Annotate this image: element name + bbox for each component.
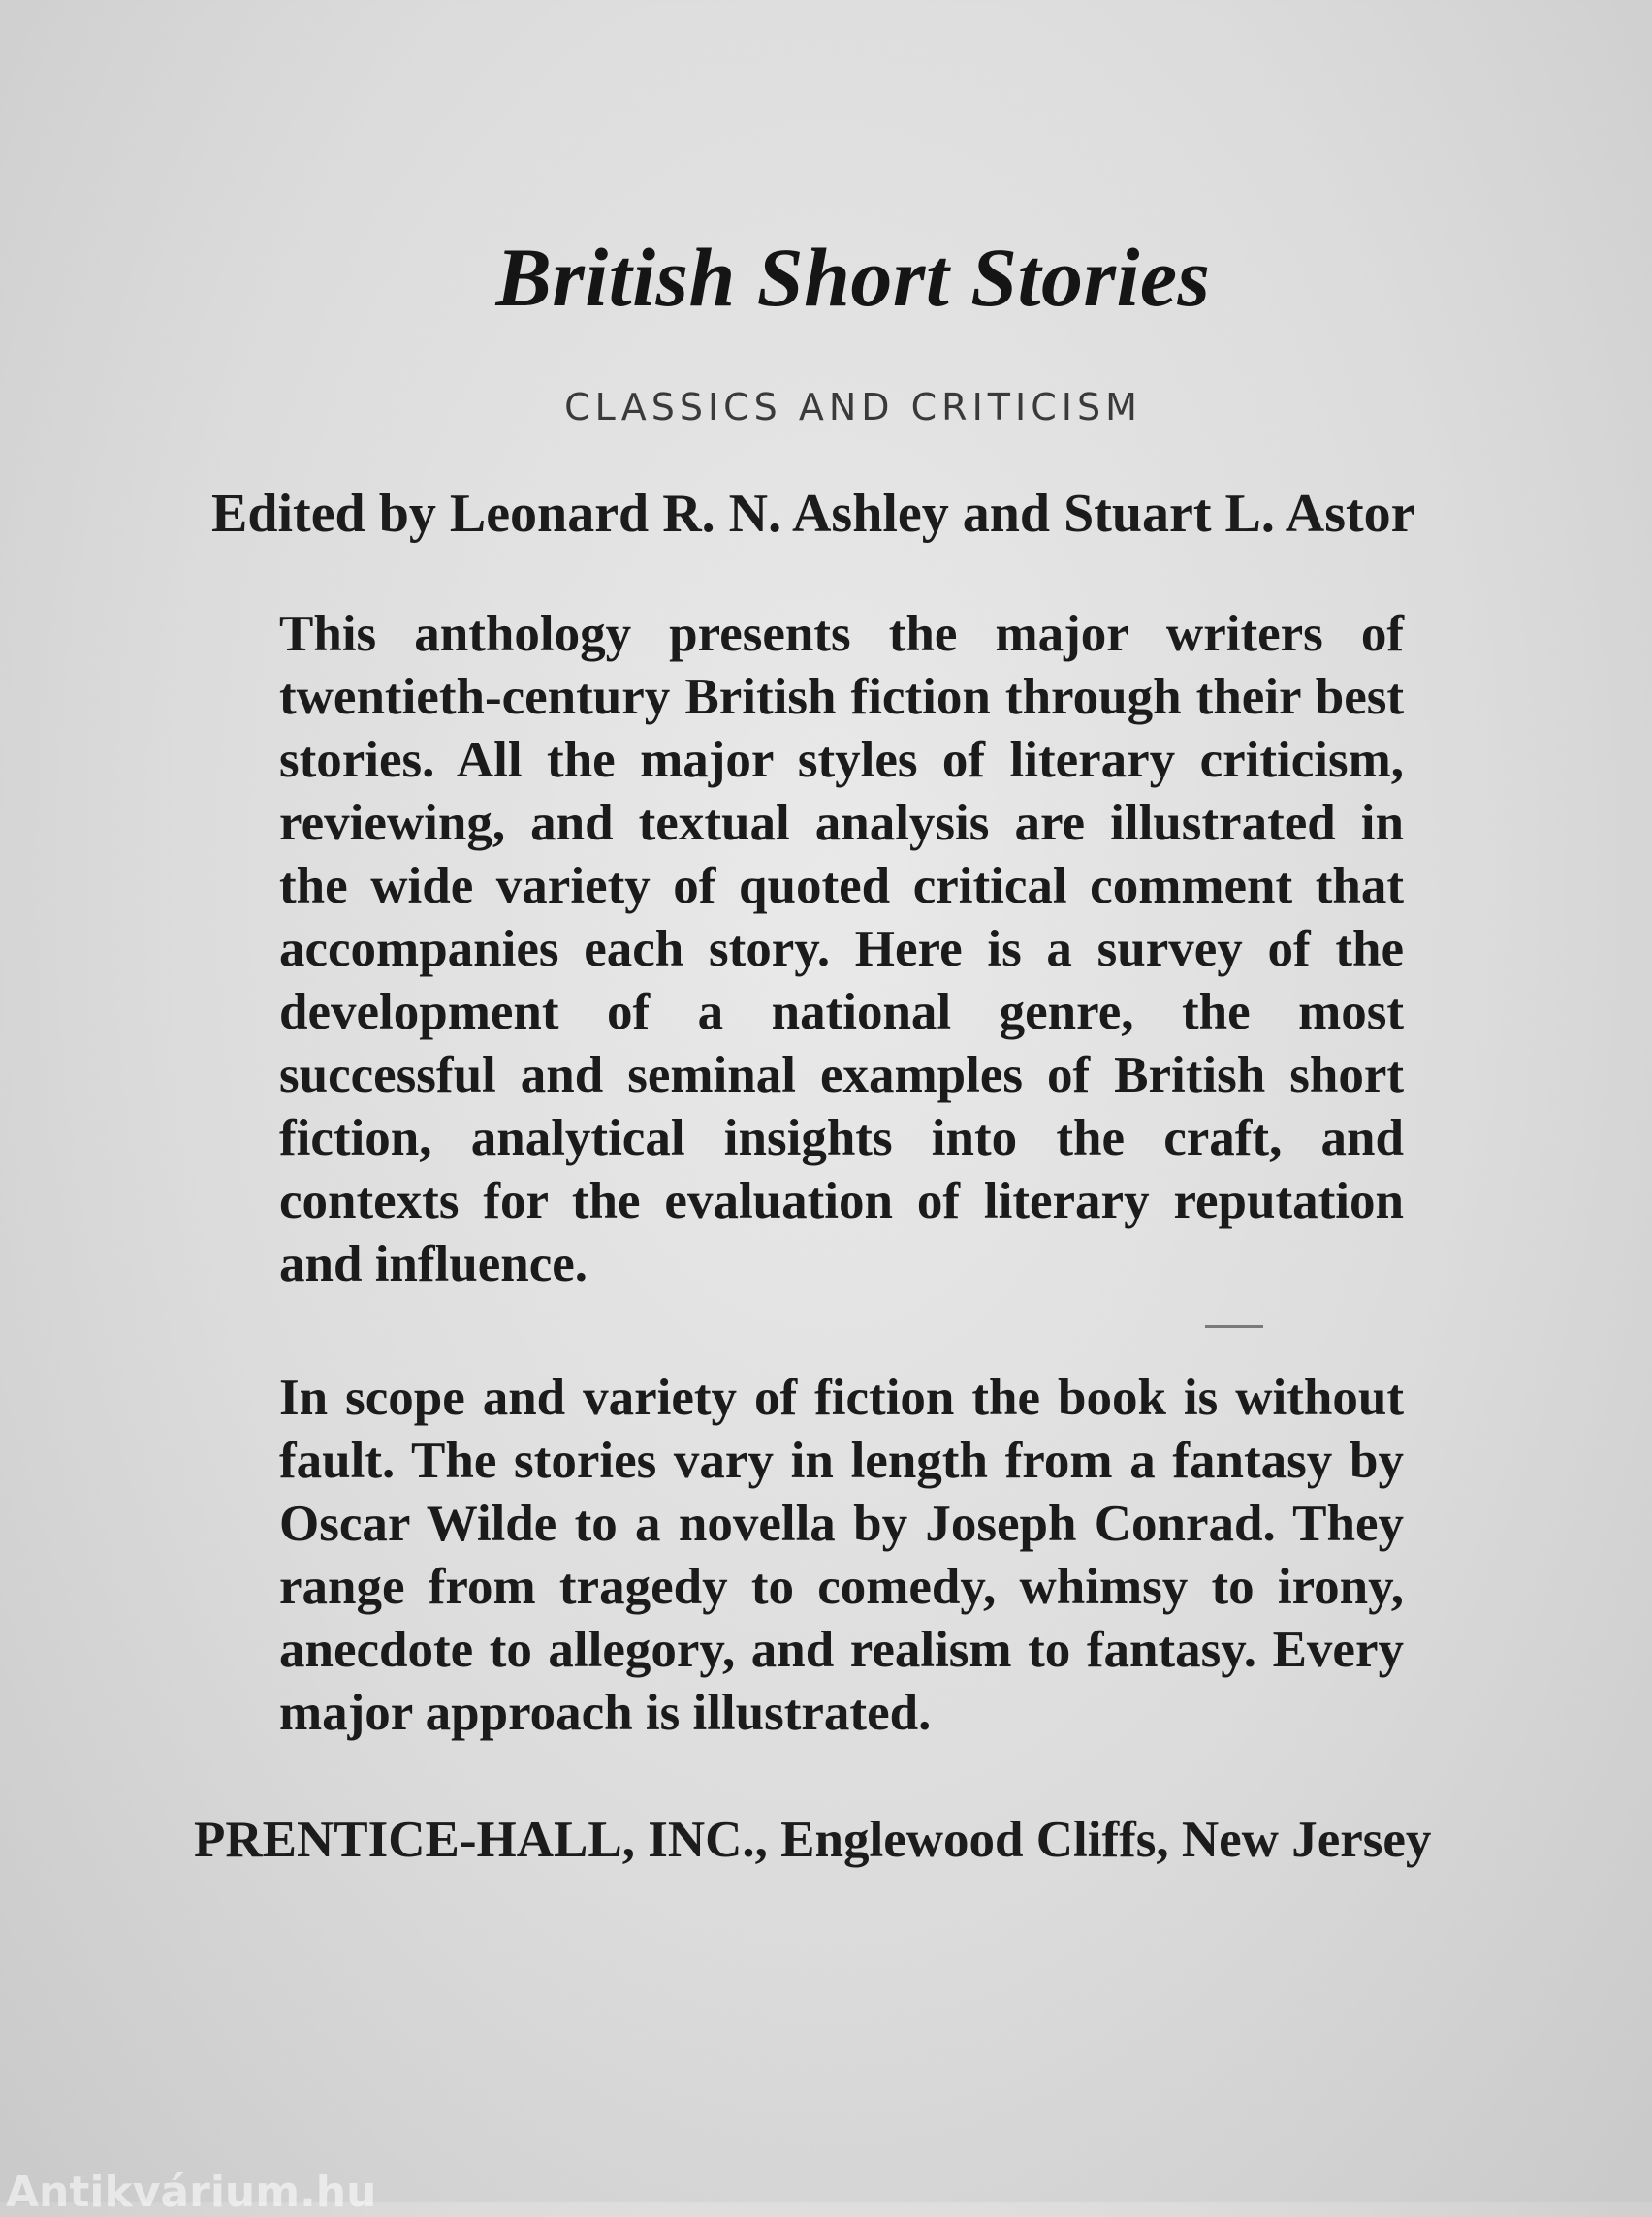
book-subtitle: CLASSICS AND CRITICISM (564, 386, 1142, 428)
divider (1205, 1325, 1263, 1328)
watermark: Antikvárium.hu (6, 2168, 377, 2217)
description-paragraph-2: In scope and variety of fiction the book is without fault. The stories vary in length from a fantasy by Oscar Wilde to a novella by Joseph Conrad. They range from tragedy to comedy, whimsy to irony, anecdote to allegory, and realism to fantasy. Every major approach is illustrated. (279, 1370, 1404, 1741)
book-title: British Short Stories (495, 231, 1211, 324)
editors-line: Edited by Leonard R. N. Ashley and Stuart L. Astor (211, 484, 1415, 544)
description-paragraph-1: This anthology presents the major writers of twentieth-century British fiction through their best stories. All the major styles of literary criticism, reviewing, and textual analysis are illustrated in the wide variety of quoted critical comment that accompanies each story. Here is a survey of the development of a national genre, the most successful and seminal examples of British short fiction, analytical insights into the craft, and contexts for the evaluation of literary reputation and influence. (279, 606, 1404, 1292)
publisher-line: PRENTICE-HALL, INC., Englewood Cliffs, New Jersey (194, 1812, 1432, 1868)
